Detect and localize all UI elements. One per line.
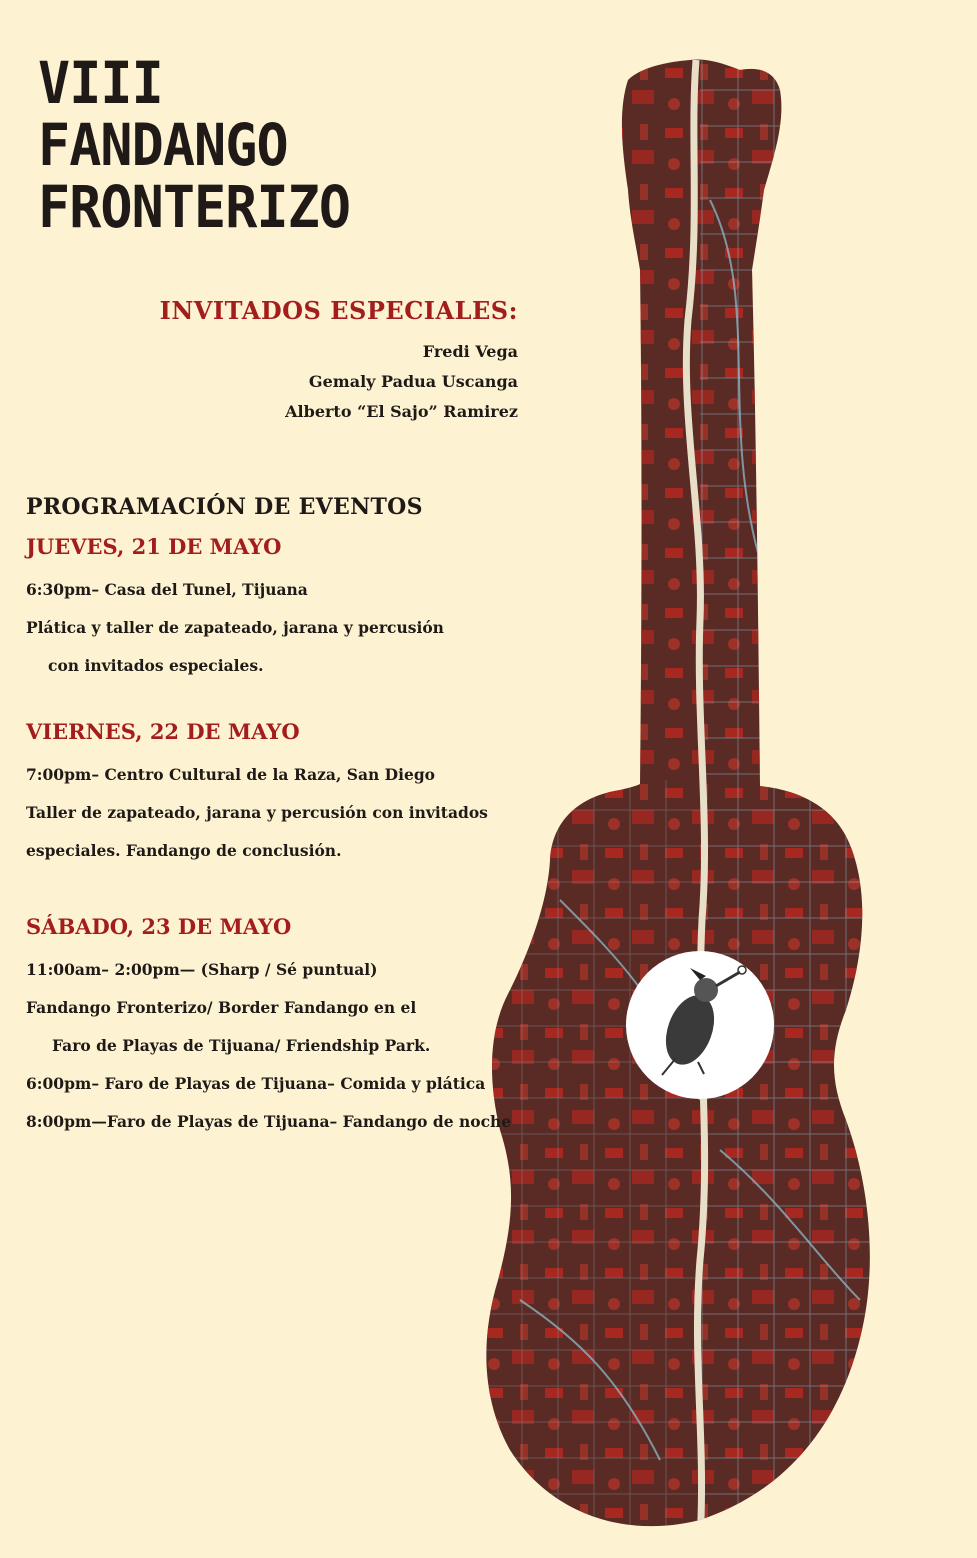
day-saturday — [26, 914, 546, 1141]
event-line: 6:00pm– Faro de Playas de Tijuana– Comida y plática — [26, 1074, 486, 1093]
event-line: Taller de zapateado, jarana y percusión con invitados — [26, 803, 488, 822]
guest-name: Alberto “El Sajo” Ramirez — [285, 402, 518, 421]
event-line: con invitados especiales. — [48, 656, 264, 675]
event-line: 8:00pm—Faro de Playas de Tijuana– Fandango de noche — [26, 1112, 512, 1131]
program-heading: PROGRAMACIÓN DE EVENTOS — [26, 494, 423, 520]
event-line: especiales. Fandango de conclusión. — [26, 841, 342, 860]
day-thursday — [26, 534, 546, 685]
event-line: Plática y taller de zapateado, jarana y percusión — [26, 618, 444, 637]
event-program — [26, 494, 546, 1167]
poster-title — [38, 49, 351, 241]
title-line: FRONTERIZO — [38, 173, 351, 241]
day-heading: JUEVES, 21 DE MAYO — [26, 534, 282, 559]
event-line: 11:00am– 2:00pm— (Sharp / Sé puntual) — [26, 960, 378, 979]
event-line: 7:00pm– Centro Cultural de la Raza, San Diego — [26, 765, 436, 784]
title-line: VIII — [38, 49, 163, 117]
event-line: 6:30pm– Casa del Tunel, Tijuana — [26, 580, 308, 599]
day-heading: VIERNES, 22 DE MAYO — [26, 719, 300, 744]
guest-name: Gemaly Padua Uscanga — [308, 372, 518, 391]
day-friday — [26, 719, 546, 870]
special-guests — [160, 296, 518, 427]
event-line: Fandango Fronterizo/ Border Fandango en el — [26, 998, 417, 1017]
title-line: FANDANGO — [38, 111, 288, 179]
guest-name: Fredi Vega — [422, 342, 518, 361]
guests-heading: INVITADOS ESPECIALES: — [159, 296, 518, 325]
event-line: Faro de Playas de Tijuana/ Friendship Park. — [52, 1036, 431, 1055]
day-heading: SÁBADO, 23 DE MAYO — [26, 914, 292, 939]
